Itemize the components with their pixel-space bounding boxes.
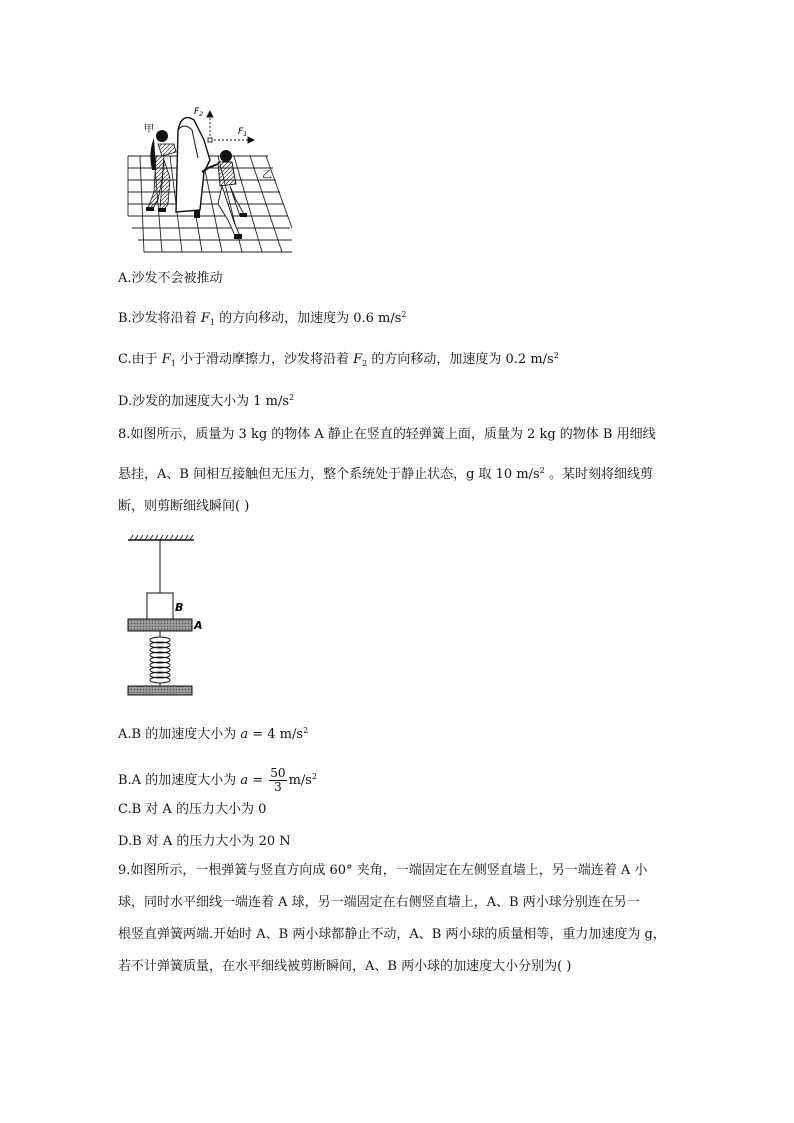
q7-option-c: C.由于 $F_1$ 小于滑动摩擦力，沙发将沿着 $F_2$ 的方向移动，加速度为 0.2 $m/s^2$ [118,351,559,368]
base [128,686,192,695]
q9-stem-line2: 球，同时水平细线一端连着 A 球，另一端固定在右侧竖直墙上，A、B 两小球分别连在另一 [118,895,640,910]
q7-option-a: A.沙发不会被推动 [118,271,223,286]
spring [150,631,170,686]
q9-stem-line3: 根竖直弹簧两端.开始时 A、B 两小球都静止不动，A、B 两小球的质量相等，重力加速度为 g， [118,927,666,942]
block-a [128,619,192,631]
q8-stem-line3: 断，则剪断细线瞬间( ) [118,499,250,514]
q8-option-d: D.B 对 A 的压力大小为 20 N [118,834,291,849]
block-b [147,593,173,619]
q7-option-b: B.沙发将沿着 $F_1$ 的方向移动，加速度为 0.6 $m/s^2$ [118,310,407,327]
q8-option-b: B.A 的加速度大小为 a = $\frac{50}{3}$ $m/s^2$ [118,766,318,794]
q8-option-a: A.B 的加速度大小为 a = 4 $m/s^2$ [118,726,309,742]
label-b: B [175,601,184,614]
label-jia: 甲 [144,124,154,135]
sofa-push-figure [118,100,293,258]
q8-stem-line1: 8.如图所示，质量为 3 kg 的物体 A 静止在竖直的轻弹簧上面，质量为 2 kg 的物体 B 用细线 [118,427,656,442]
q7-option-d: D.沙发的加速度大小为 1 $m/s^2$ [118,393,295,409]
label-a: A [194,619,203,632]
ceiling [128,535,194,540]
label-yi: 乙 [262,170,272,181]
q9-stem-line1: 9.如图所示，一根弹簧与竖直方向成 60° 夹角，一端固定在左侧竖直墙上，另一端连着 A 小 [118,863,648,878]
spring-block-figure [118,532,218,700]
q9-stem-line4: 若不计弹簧质量，在水平细线被剪断瞬间，A、B 两小球的加速度大小分别为( ) [118,959,572,974]
q8-stem-line2: 悬挂，A、B 间相互接触但无压力，整个系统处于静止状态，g 取 10 $m/s^2$ 。某时刻将细线剪 [118,466,653,482]
f1-label: $F_1$ [238,127,248,138]
sofa [176,118,210,212]
f2-label: $F_2$ [194,107,204,118]
q8-option-c: C.B 对 A 的压力大小为 0 [118,802,267,817]
force-arrows [207,111,254,143]
fraction: $\frac{50}{3}$ [270,766,286,794]
